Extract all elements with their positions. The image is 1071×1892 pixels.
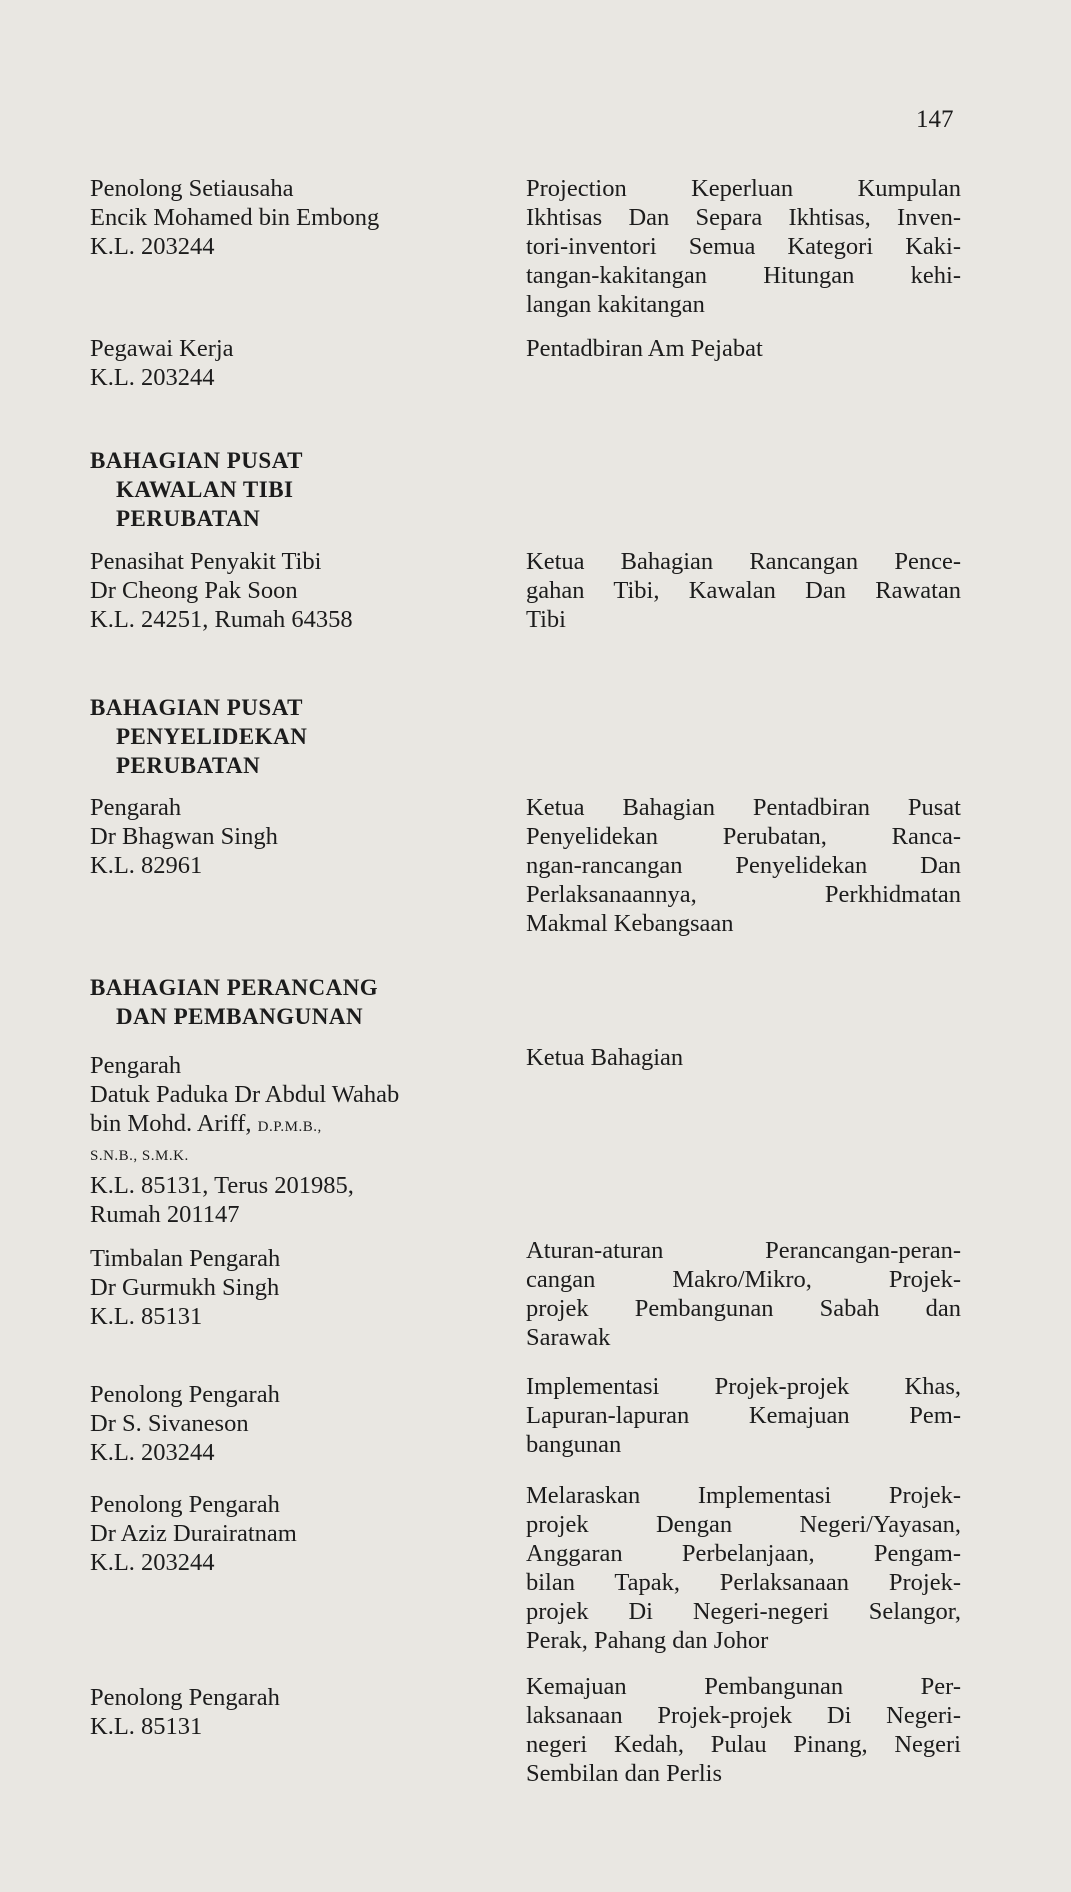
entry-right-duties [526,547,961,634]
entry-right-duties [526,1672,961,1788]
duty-line: projek Di Negeri-negeri Selangor, [526,1598,961,1625]
duty-line: projek Dengan Negeri/Yayasan, [526,1511,961,1538]
section-heading-perancang [90,973,378,1031]
position-title: Penolong Pengarah [90,1381,280,1408]
duty-line: bilan Tapak, Perlaksanaan Projek- [526,1569,961,1596]
person-name-part: bin Mohd. Ariff, [90,1110,252,1137]
duty-line: Aturan-aturan Perancangan-peran- [526,1237,961,1264]
contact-number: K.L. 203244 [90,233,215,260]
duty-line: Ketua Bahagian Rancangan Pence- [526,548,961,575]
contact-number: K.L. 85131, Terus 201985, [90,1172,354,1199]
contact-number: Rumah 201147 [90,1201,240,1228]
honorific: D.P.M.B., [257,1119,322,1135]
duty-line: Kemajuan Pembangunan Per- [526,1673,961,1700]
entry-left-penolong-pengarah-3 [90,1683,520,1741]
duty-line: tangan-kakitangan Hitungan kehi- [526,262,961,289]
duty-line: Implementasi Projek-projek Khas, [526,1373,961,1400]
duty-line: Lapuran-lapuran Kemajuan Pem- [526,1402,961,1429]
duty-line: Anggaran Perbelanjaan, Pengam- [526,1540,961,1567]
person-name: Dr Aziz Durairatnam [90,1520,297,1547]
heading-line: BAHAGIAN PERANCANG [90,975,379,1000]
heading-line: KAWALAN TIBI [116,477,294,502]
contact-number: K.L. 203244 [90,364,215,391]
duty-line: Melaraskan Implementasi Projek- [526,1482,961,1509]
duty-line: Ikhtisas Dan Separa Ikhtisas, Inven- [526,204,961,231]
heading-line: PERUBATAN [116,506,261,531]
duty-line: Penyelidekan Perubatan, Ranca- [526,823,961,850]
heading-line: BAHAGIAN PUSAT [90,695,303,720]
entry-right-duties [526,1043,961,1072]
section-heading-penyelidekan [90,693,307,780]
person-name: Encik Mohamed bin Embong [90,204,380,231]
position-title: Timbalan Pengarah [90,1245,281,1272]
person-name: Datuk Paduka Dr Abdul Wahab [90,1081,400,1108]
entry-left-penolong-pengarah-1 [90,1380,520,1467]
heading-line: DAN PEMBANGUNAN [116,1004,364,1029]
contact-number: K.L. 85131 [90,1303,203,1330]
contact-number: K.L. 24251, Rumah 64358 [90,606,353,633]
duty-line: Makmal Kebangsaan [526,910,734,937]
person-name: Dr S. Sivaneson [90,1410,249,1437]
position-title: Penolong Setiausaha [90,175,294,202]
heading-line: BAHAGIAN PUSAT [90,448,303,473]
entry-right-duties [526,174,961,319]
heading-line: PERUBATAN [116,753,261,778]
page-number: 147 [916,106,954,133]
entry-left-pengarah-penyelidekan [90,793,520,880]
position-title: Penolong Pengarah [90,1684,280,1711]
duty-line: Pentadbiran Am Pejabat [526,335,763,362]
entry-right-duties [526,1481,961,1655]
contact-number: K.L. 85131 [90,1713,203,1740]
entry-right-duties [526,793,961,938]
duty-line: laksanaan Projek-projek Di Negeri- [526,1702,961,1729]
duty-line: projek Pembangunan Sabah dan [526,1295,961,1322]
duty-line: Ketua Bahagian Pentadbiran Pusat [526,794,961,821]
entry-right-duties [526,334,961,363]
duty-line: bangunan [526,1431,622,1458]
position-title: Pegawai Kerja [90,335,234,362]
person-name: Dr Gurmukh Singh [90,1274,280,1301]
duty-line: Sarawak [526,1324,611,1351]
person-name: Dr Bhagwan Singh [90,823,278,850]
section-heading-kawalan-tibi [90,446,303,533]
position-title: Pengarah [90,794,182,821]
duty-line: langan kakitangan [526,291,705,318]
duty-line: Tibi [526,606,566,633]
duty-line: ngan-rancangan Penyelidekan Dan [526,852,961,879]
entry-left-penolong-setiausaha [90,174,520,261]
entry-left-penolong-pengarah-2 [90,1490,520,1577]
entry-left-penasihat-tibi [90,547,520,634]
position-title: Pengarah [90,1052,182,1079]
honorifics: S.N.B., S.M.K. [90,1148,189,1164]
entry-left-pengarah-perancang [90,1051,520,1229]
duty-line: tori-inventori Semua Kategori Kaki- [526,233,961,260]
entry-right-duties [526,1372,961,1459]
duty-line: Sembilan dan Perlis [526,1760,722,1787]
position-title: Penolong Pengarah [90,1491,280,1518]
duty-line: Perak, Pahang dan Johor [526,1627,769,1654]
person-name-cont [90,1109,520,1142]
contact-number: K.L. 203244 [90,1549,215,1576]
duty-line: negeri Kedah, Pulau Pinang, Negeri [526,1731,961,1758]
contact-number: K.L. 203244 [90,1439,215,1466]
heading-line: PENYELIDEKAN [116,724,308,749]
entry-right-duties [526,1236,961,1352]
duty-line: Ketua Bahagian [526,1044,684,1071]
position-title: Penasihat Penyakit Tibi [90,548,322,575]
entry-left-pegawai-kerja [90,334,520,392]
duty-line: Projection Keperluan Kumpulan [526,175,961,202]
duty-line: cangan Makro/Mikro, Projek- [526,1266,961,1293]
duty-line: gahan Tibi, Kawalan Dan Rawatan [526,577,961,604]
entry-left-timbalan-pengarah [90,1244,520,1331]
duty-line: Perlaksanaannya, Perkhidmatan [526,881,961,908]
contact-number: K.L. 82961 [90,852,203,879]
person-name: Dr Cheong Pak Soon [90,577,298,604]
